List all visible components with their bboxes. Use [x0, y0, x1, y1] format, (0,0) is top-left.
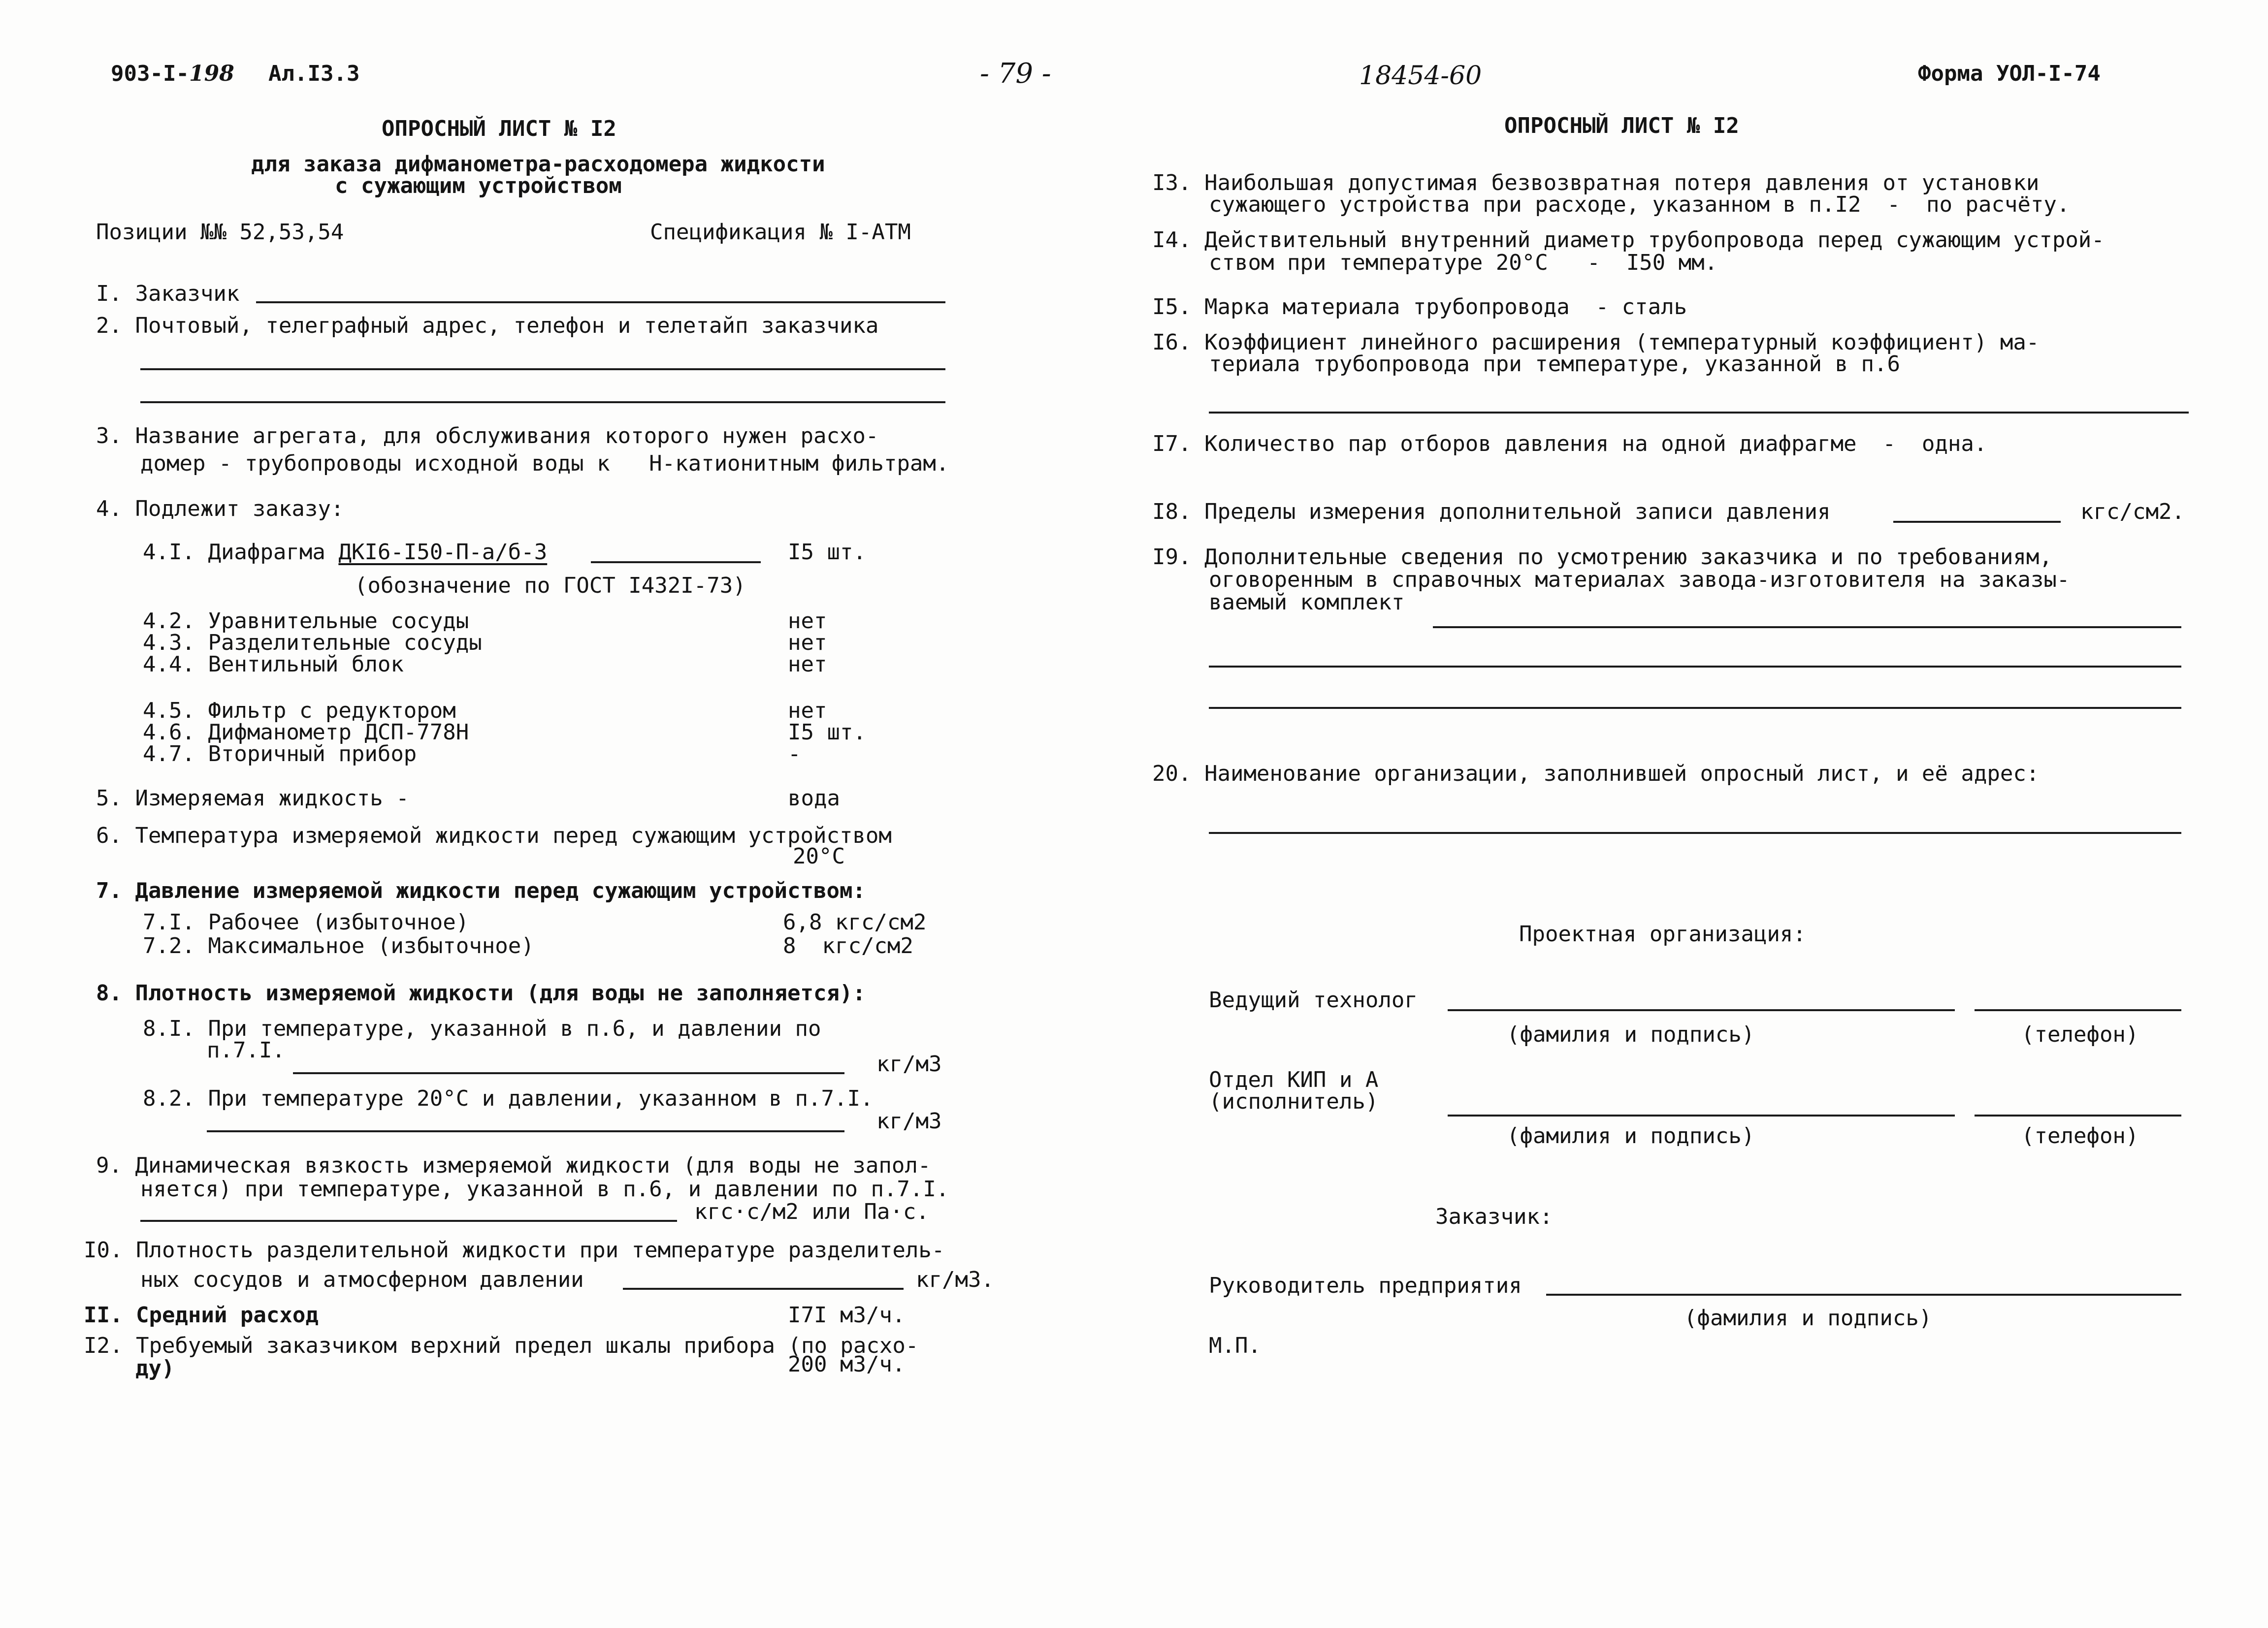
- line-19a: [1433, 626, 2181, 628]
- design-org-heading: Проектная организация:: [1519, 922, 1806, 947]
- line-8-2: [207, 1130, 844, 1132]
- item-6: 6. Температура измеряемой жидкости перед сужающим устройством: [96, 823, 892, 848]
- item-12-value: 200 м3/ч.: [788, 1352, 906, 1377]
- item-7-1: 7.I. Рабочее (избыточное): [143, 910, 469, 935]
- item-7-2: 7.2. Максимальное (избыточное): [143, 933, 534, 958]
- item-18-unit: кгс/см2.: [2080, 499, 2185, 524]
- technologist-phone-caption: (телефон): [2021, 1022, 2139, 1047]
- line-2b: [140, 401, 945, 403]
- item-13b: сужающего устройства при расходе, указанном в п.I2 - по расчёту.: [1209, 192, 2070, 217]
- line-18: [1893, 521, 2061, 523]
- item-15: I5. Марка материала трубопровода - сталь: [1152, 294, 1687, 319]
- item-14b: ством при температуре 20°С - I50 мм.: [1209, 250, 1718, 275]
- kip-phone-caption: (телефон): [2021, 1123, 2139, 1149]
- item-19a: I9. Дополнительные сведения по усмотрению заказчика и по требованиям,: [1152, 544, 2052, 570]
- item-16a: I6. Коэффициент линейного расширения (температурный коэффициент) ма-: [1152, 330, 2040, 355]
- item-11-value: I7I м3/ч.: [788, 1303, 906, 1328]
- item-4: 4. Подлежит заказу:: [96, 496, 344, 521]
- item-4-3-value: нет: [788, 630, 827, 655]
- item-12a: I2. Требуемый заказчиком верхний предел шкалы прибора (по расхо-: [84, 1333, 919, 1358]
- line-enterprise-head: [1546, 1294, 2181, 1296]
- item-9a: 9. Динамическая вязкость измеряемой жидкости (для воды не запол-: [96, 1153, 931, 1178]
- specification: Спецификация № I-АТМ: [650, 220, 911, 245]
- item-17: I7. Количество пар отборов давления на одной диафрагме - одна.: [1152, 431, 1987, 456]
- item-4-5-value: нет: [788, 698, 827, 723]
- item-16b: териала трубопровода при температуре, указанной в п.6: [1209, 351, 1900, 377]
- item-10-unit: кг/м3.: [916, 1267, 994, 1292]
- left-subtitle-1: для заказа дифманометра-расходомера жидкости: [251, 152, 825, 177]
- page-number: - 79 -: [980, 58, 1051, 90]
- lead-technologist-label: Ведущий технолог: [1209, 988, 1418, 1013]
- item-4-4: 4.4. Вентильный блок: [143, 652, 404, 677]
- line-kip-phone: [1975, 1115, 2181, 1117]
- item-18: I8. Пределы измерения дополнительной записи давления: [1152, 499, 1831, 524]
- form-code: Форма УОЛ-I-74: [1918, 61, 2101, 86]
- item-3b: домер - трубопроводы исходной воды к Н-катионитным фильтрам.: [140, 451, 949, 476]
- item-4-2: 4.2. Уравнительные сосуды: [143, 608, 469, 634]
- item-10a: I0. Плотность разделительной жидкости при температуре разделитель-: [84, 1238, 945, 1263]
- item-4-6: 4.6. Дифманометр ДСП-778Н: [143, 720, 469, 745]
- item-11: II. Средний расход: [84, 1303, 319, 1328]
- item-12b: ду): [135, 1356, 175, 1381]
- line-19c: [1209, 707, 2181, 709]
- item-8-1a: 8.I. При температуре, указанной в п.6, и давлении по: [143, 1016, 821, 1041]
- item-8-2: 8.2. При температуре 20°С и давлении, указанном в п.7.I.: [143, 1086, 874, 1111]
- item-4-7: 4.7. Вторичный прибор: [143, 741, 417, 766]
- item-13a: I3. Наибольшая допустимая безвозвратная потеря давления от установки: [1152, 170, 2040, 195]
- item-7: 7. Давление измеряемой жидкости перед сужающим устройством:: [96, 878, 866, 903]
- kip-department-label: Отдел КИП и А: [1209, 1067, 1379, 1092]
- positions: Позиции №№ 52,53,54: [96, 220, 344, 245]
- item-4-7-value: -: [788, 741, 801, 766]
- item-8: 8. Плотность измеряемой жидкости (для воды не заполняется):: [96, 981, 866, 1006]
- enterprise-head-label: Руководитель предприятия: [1209, 1273, 1522, 1298]
- doc-code-handwritten: 198: [189, 61, 234, 86]
- line-9: [140, 1220, 677, 1222]
- item-8-2-unit: кг/м3: [876, 1109, 942, 1134]
- item-7-1-value: 6,8 кгс/см2: [783, 910, 927, 935]
- item-5: 5. Измеряемая жидкость -: [96, 786, 409, 811]
- item-8-1b: п.7.I.: [207, 1038, 285, 1063]
- line-10: [623, 1288, 904, 1290]
- line-kip-signature: [1448, 1115, 1955, 1117]
- line-technologist-phone: [1975, 1009, 2181, 1011]
- line-16: [1209, 412, 2189, 414]
- item-8-1-unit: кг/м3: [876, 1052, 942, 1077]
- item-4-1-note: (обозначение по ГОСТ I432I-73): [355, 573, 746, 598]
- line-19b: [1209, 666, 2181, 668]
- item-2: 2. Почтовый, телеграфный адрес, телефон и телетайп заказчика: [96, 313, 879, 338]
- item-7-2-value: 8 кгс/см2: [783, 933, 913, 958]
- item-14a: I4. Действительный внутренний диаметр трубопровода перед сужающим устрой-: [1152, 227, 2105, 253]
- doc-code: [111, 63, 234, 85]
- item-9-unit: кгс·с/м2 или Па·с.: [694, 1199, 929, 1224]
- item-20: 20. Наименование организации, заполнившей опросный лист, и её адрес:: [1152, 761, 2040, 786]
- item-4-4-value: нет: [788, 652, 827, 677]
- kip-fio-caption: (фамилия и подпись): [1507, 1123, 1755, 1149]
- customer-heading: Заказчик:: [1435, 1204, 1553, 1229]
- item-19b: оговоренным в справочных материалах завода-изготовителя на заказы-: [1209, 567, 2070, 592]
- item-19c: ваемый комплект: [1209, 590, 1405, 615]
- line-technologist-signature: [1448, 1009, 1955, 1011]
- seal-place: М.П.: [1209, 1333, 1261, 1358]
- item-4-3: 4.3. Разделительные сосуды: [143, 630, 482, 655]
- line-1: [256, 301, 945, 303]
- item-6-value: 20°С: [793, 844, 845, 869]
- item-4-2-value: нет: [788, 608, 827, 634]
- item-9b: няется) при температуре, указанной в п.6, и давлении по п.7.I.: [140, 1177, 949, 1202]
- archive-number: 18454-60: [1359, 61, 1482, 91]
- left-subtitle-2: с сужающим устройством: [335, 173, 622, 198]
- album-number: Ал.I3.3: [268, 61, 360, 86]
- item-4-1: [143, 542, 547, 563]
- item-10b: ных сосудов и атмосферном давлении: [140, 1267, 584, 1292]
- item-4-1-value: ДКI6-I50-П-а/б-3: [338, 540, 548, 565]
- technologist-fio-caption: (фамилия и подпись): [1507, 1022, 1755, 1047]
- item-4-1-label: 4.I. Диафрагма: [143, 540, 325, 565]
- item-3a: 3. Название агрегата, для обслуживания которого нужен расхо-: [96, 423, 879, 448]
- item-4-6-value: I5 шт.: [788, 720, 866, 745]
- doc-code-text: 903-I-: [111, 61, 189, 86]
- line-2a: [140, 368, 945, 370]
- enterprise-fio-caption: (фамилия и подпись): [1684, 1306, 1932, 1331]
- item-5-value: вода: [788, 786, 840, 811]
- kip-executor-label: (исполнитель): [1209, 1089, 1379, 1114]
- line-20: [1209, 832, 2181, 834]
- line-4-1: [591, 561, 761, 563]
- line-8-1: [293, 1072, 844, 1074]
- item-4-1-qty: I5 шт.: [788, 540, 866, 565]
- item-1: I. Заказчик: [96, 281, 240, 306]
- right-title: ОПРОСНЫЙ ЛИСТ № I2: [1504, 113, 1739, 138]
- left-title: ОПРОСНЫЙ ЛИСТ № I2: [382, 116, 616, 141]
- item-4-5: 4.5. Фильтр с редуктором: [143, 698, 456, 723]
